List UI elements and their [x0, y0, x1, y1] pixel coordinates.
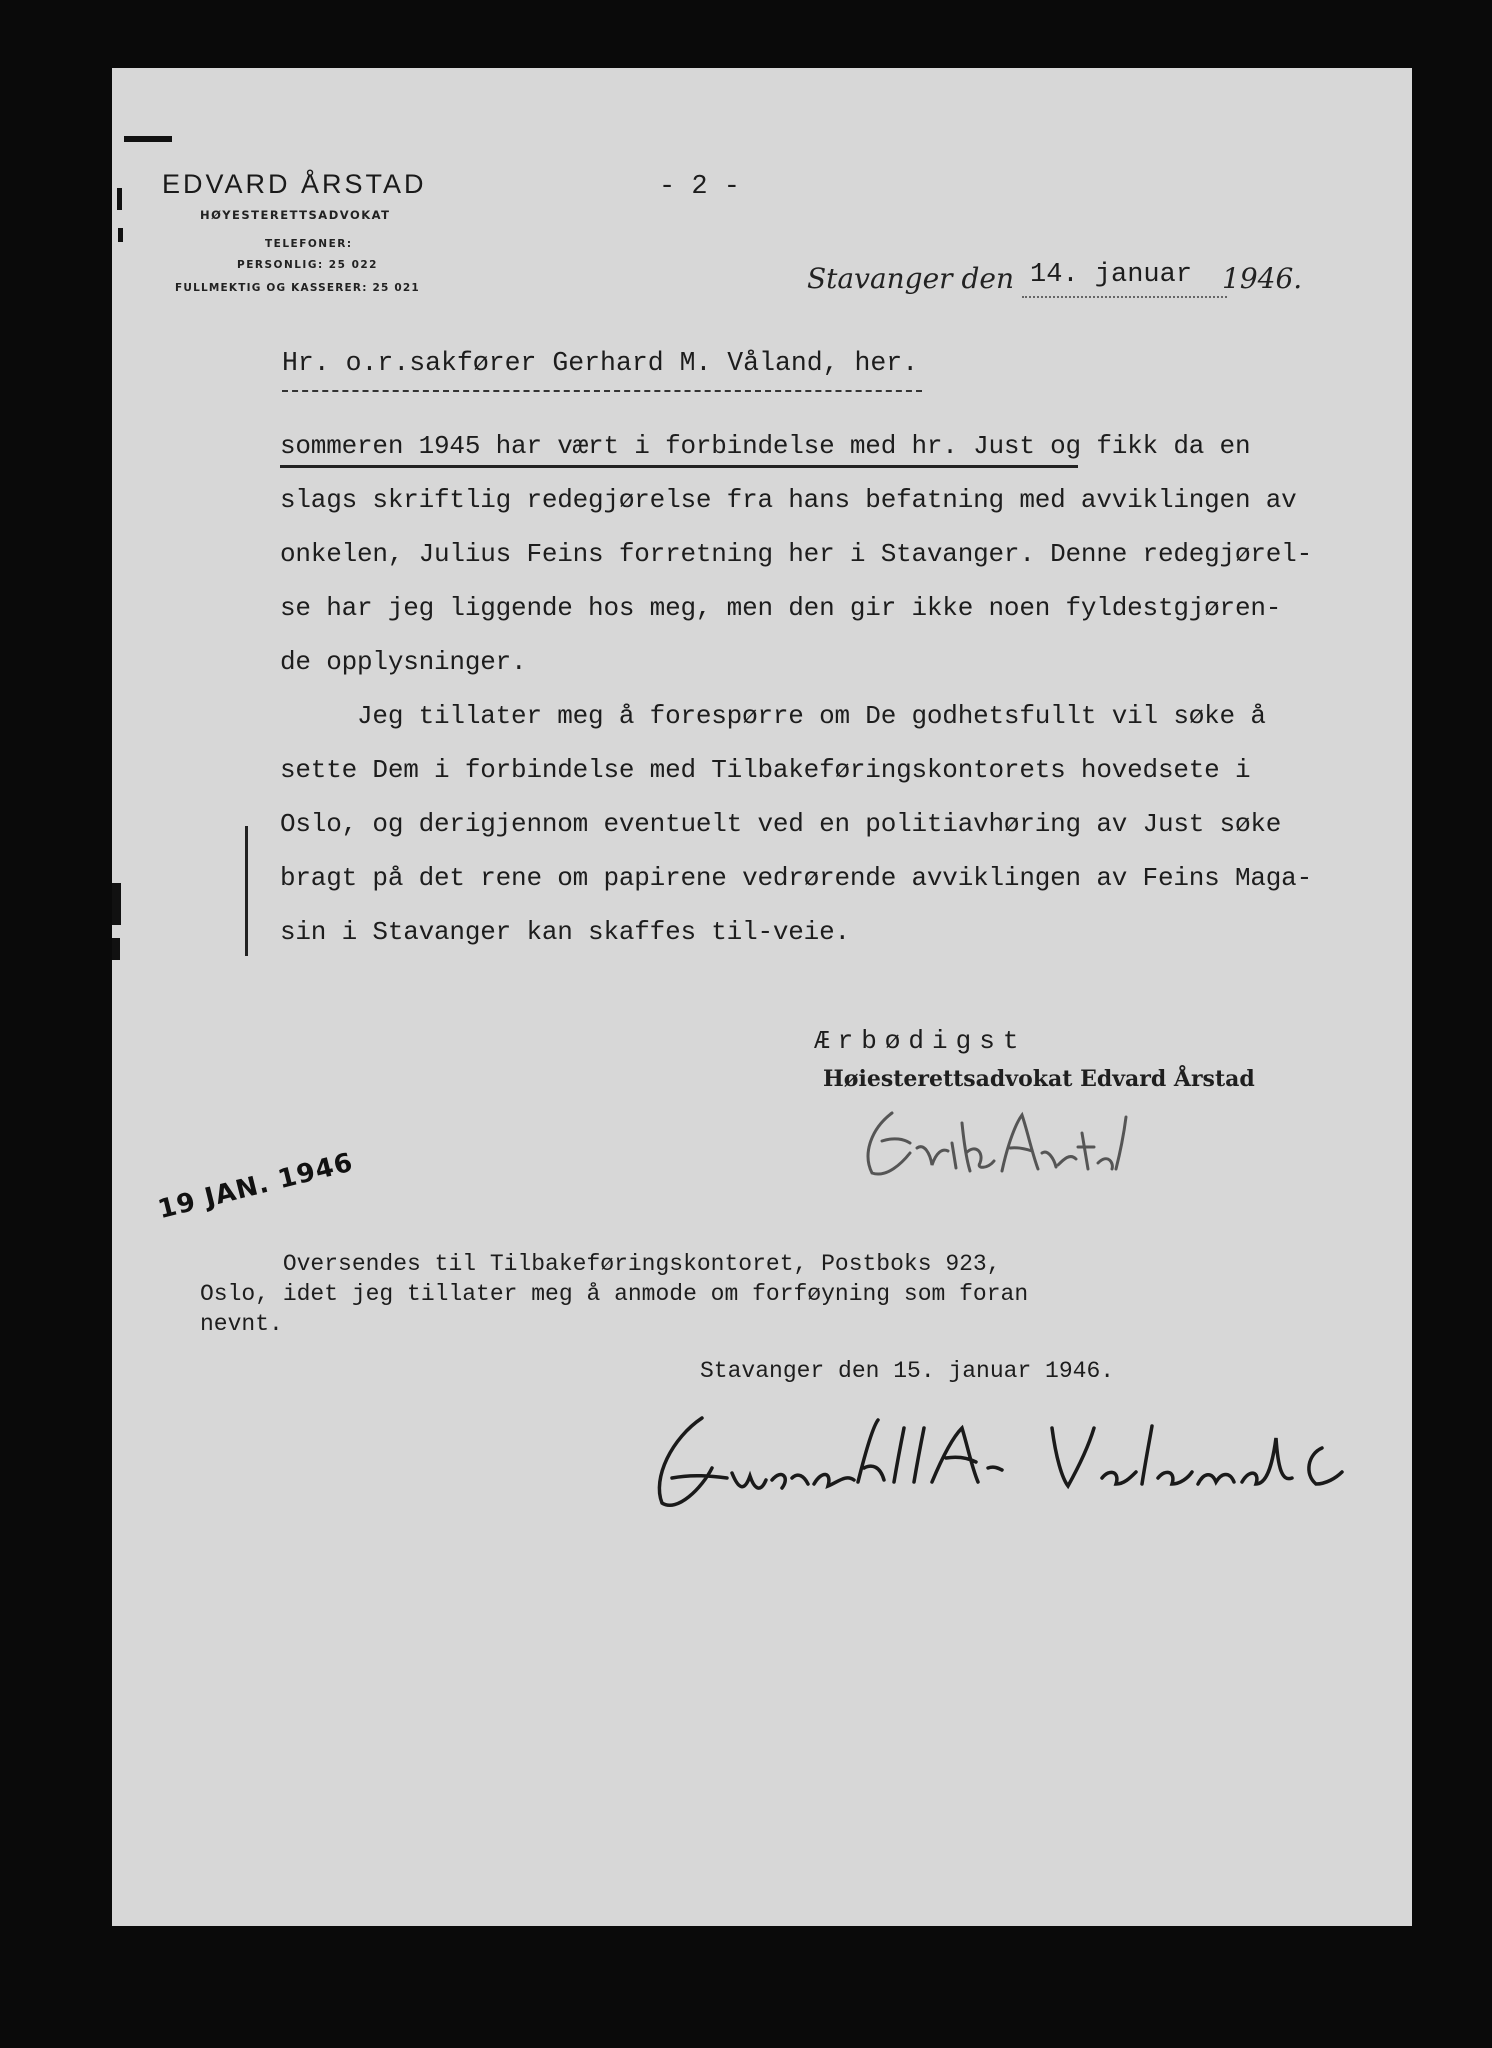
body-line: de opplysninger. — [280, 647, 527, 677]
body-line: sommeren 1945 har vært i forbindelse med hr. Just og fikk da en — [280, 431, 1251, 461]
forwarding-date: Stavanger den 15. januar 1946. — [700, 1358, 1115, 1384]
forwarding-line: nevnt. — [200, 1311, 283, 1337]
punch-mark — [112, 883, 121, 925]
handwritten-signature-2 — [632, 1398, 1352, 1528]
punch-mark — [118, 228, 123, 242]
punch-mark — [112, 938, 120, 960]
dateline-year: 1946. — [1222, 262, 1303, 295]
body-line: sin i Stavanger kan skaffes til-veie. — [280, 917, 850, 947]
body-underline — [280, 465, 1078, 468]
body-line: sette Dem i forbindelse med Tilbakeføringskontorets hovedsete i — [280, 755, 1251, 785]
letterhead-personal-phone: PERSONLIG: 25 022 — [237, 259, 378, 271]
closing: Ærbødigst — [814, 1026, 1027, 1056]
forwarding-line: Oslo, idet jeg tillater meg å anmode om forføyning som foran — [200, 1281, 1029, 1307]
forwarding-line: Oversendes til Tilbakeføringskontoret, Postboks 923, — [200, 1251, 1001, 1277]
body-line: slags skriftlig redegjørelse fra hans befatning med avviklingen av — [280, 485, 1297, 515]
letterhead-name: EDVARD ÅRSTAD — [162, 169, 427, 199]
punch-mark — [117, 188, 122, 210]
letterhead-telephones: TELEFONER: — [265, 238, 353, 250]
body-line: onkelen, Julius Feins forretning her i Stavanger. Denne redegjørel- — [280, 539, 1312, 569]
letterhead-clerk-phone: FULLMEKTIG OG KASSERER: 25 021 — [175, 282, 420, 294]
margin-mark — [245, 826, 248, 956]
document-page — [112, 68, 1412, 1926]
handwritten-signature-1 — [832, 1103, 1132, 1188]
addressee-line: Hr. o.r.sakfører Gerhard M. Våland, her. — [282, 348, 919, 378]
body-line: Jeg tillater meg å forespørre om De godhetsfullt vil søke å — [280, 701, 1266, 731]
body-line: se har jeg liggende hos meg, men den gir ikke noen fyldestgjøren- — [280, 593, 1282, 623]
received-stamp: 19 JAN. 1946 — [155, 1147, 357, 1226]
body-line: Oslo, og derigjennom eventuelt ved en politiavhøring av Just søke — [280, 809, 1282, 839]
addressee-dashed-rule — [282, 390, 922, 392]
signature-title: Høiesterettsadvokat Edvard Årstad — [823, 1066, 1255, 1092]
letterhead-title: HØYESTERETTSADVOKAT — [200, 208, 391, 222]
dateline-dotted-rule — [1022, 296, 1227, 298]
body-line: bragt på det rene om papirene vedrørende avviklingen av Feins Maga- — [280, 863, 1312, 893]
dateline-place: Stavanger den — [807, 262, 1014, 295]
page-number: - 2 - — [659, 172, 741, 202]
dateline-date: 14. januar — [1030, 260, 1193, 290]
edge-mark — [124, 136, 172, 142]
